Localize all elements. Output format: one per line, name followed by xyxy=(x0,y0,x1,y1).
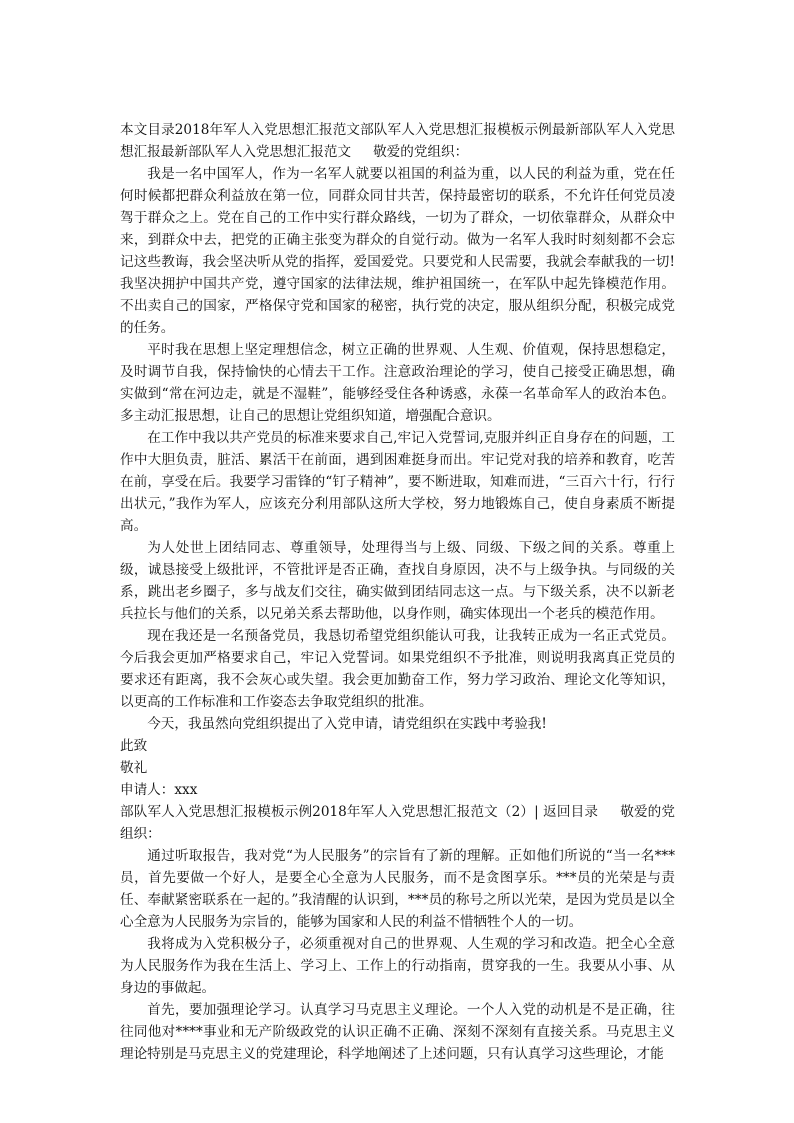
article1-paragraph-4: 为人处世上团结同志、尊重领导，处理得当与上级、同级、下级之间的关系。尊重上级，诚恳接受上级批评，不管批评是否正确，查找自身原因，决不与上级争执。与同级的关系，跳出老乡圈子，多与战友们交往，确实做到团结同志这一点。与下级关系，决不以新老兵拉长与他们的关系，以兄弟关系去帮助他，以身作则，确实体现出一个老兵的模范作用。 xyxy=(120,540,675,622)
article2-paragraph-2: 我将成为入党积极分子，必须重视对自己的世界观、人生观的学习和改造。把全心全意为人民服务作为我在生活上、学习上、工作上的行动指南，贯穿我的一生。我要从小事、从身边的事做起。 xyxy=(120,936,675,996)
article1-paragraph-5: 现在我还是一名预备党员，我恳切希望党组织能认可我，让我转正成为一名正式党员。今后我会更加严格要求自己，牢记入党誓词。如果党组织不予批准，则说明我离真正党员的要求还有距离，我不会灰心或失望。我会更加勤奋工作，努力学习政治、理论文化等知识，以更高的工作标准和工作姿态去争取党组织的批准。 xyxy=(120,628,675,710)
closing-line-1: 此致 xyxy=(120,738,148,754)
toc-link-1[interactable]: 2018年军人入党思想汇报范文 xyxy=(174,122,361,138)
toc-block xyxy=(120,119,675,163)
toc-label: 本文目录 xyxy=(120,122,175,138)
article1-paragraph-1: 我是一名中国军人，作为一名军人就要以祖国的利益为重，以人民的利益为重，党在任何时候都把群众利益放在第一位，同群众同甘共苦，保持最密切的联系，不允许任何党员凌驾于群众之上。党在自己的工作中实行群众路线，一切为了群众，一切依靠群众，从群众中来，到群众中去，把党的正确主张变为群众的自觉行动。做为一名军人我时时刻刻都不会忘记这些教诲，我会坚决听从党的指挥，爱国爱党。只要党和人民需要，我就会奉献我的一切!我坚决拥护中国共产党，遵守国家的法律法规，维护祖国统一，在军队中起先锋模范作用。不出卖自己的国家，严格保守党和国家的秘密，执行党的决定，服从组织分配，积极完成党的任务。 xyxy=(120,166,675,336)
article2-paragraph-3: 首先，要加强理论学习。认真学习马克思主义理论。一个人入党的动机是不是正确，往往同他对****事业和无产阶级政党的认识正确不正确、深刻不深刻有直接关系。马克思主义理论特别是马克思主义的党建理论，科学地阐述了上述问题，只有认真学习这些理论，才能 xyxy=(120,1002,675,1062)
signature: 申请人：xxx xyxy=(120,782,198,798)
article1-paragraph-3: 在工作中我以共产党员的标准来要求自己,牢记入党誓词,克服并纠正自身存在的问题，工作中大胆负责，脏活、累活干在前面，遇到困难挺身而出。牢记党对我的培养和教育，吃苦在前，享受在后。我要学习雷锋的“钉子精神”，要不断进取，知难而进，“三百六十行，行行出状元，”我作为军人，应该充分利用部队这所大学校，努力地锻炼自己，使自身素质不断提高。 xyxy=(120,430,675,534)
article2-paragraph-1: 通过听取报告，我对党“为人民服务”的宗旨有了新的理解。正如他们所说的“当一名***员，首先要做一个好人，是要全心全意为人民服务，而不是贪图享乐。***员的光荣是与责任、奉献紧密联系在一起的。”我清醒的认识到，***员的称号之所以光荣，是因为党员是以全心全意为人民服务为宗旨的，能够为国家和人民的利益不惜牺牲个人的一切。 xyxy=(120,848,675,930)
article2-salutation: 敬爱的党组织： xyxy=(120,804,676,842)
article1-salutation: 敬爱的党组织： xyxy=(373,144,469,160)
closing-line-2: 敬礼 xyxy=(120,760,148,776)
article2-heading: 部队军人入党思想汇报模板示例2018年军人入党思想汇报范文（2） xyxy=(120,804,535,820)
article2-heading-block xyxy=(120,801,675,845)
article1-paragraph-2: 平时我在思想上坚定理想信念，树立正确的世界观、人生观、价值观，保持思想稳定，及时调节自我，保持愉快的心情去干工作。注意政治理论的学习，使自己接受正确思想，确实做到“常在河边走，就是不湿鞋”，能够经受住各种诱惑，永葆一名革命军人的政治本色。多主动汇报思想，让自己的思想让党组织知道，增强配合意识。 xyxy=(120,342,675,424)
toc-link-3[interactable]: 最新部队军人入党思想汇报 xyxy=(120,122,676,160)
toc-link-2[interactable]: 部队军人入党思想汇报模板示例 xyxy=(360,122,552,138)
document-page xyxy=(120,119,675,1065)
toc-link-4[interactable]: 最新部队军人入党思想汇报范文 xyxy=(160,144,352,160)
article1-paragraph-6: 今天，我虽然向党组织提出了入党申请，请党组织在实践中考验我! xyxy=(147,716,547,732)
back-to-toc-link[interactable]: | 返回目录 xyxy=(534,804,599,820)
